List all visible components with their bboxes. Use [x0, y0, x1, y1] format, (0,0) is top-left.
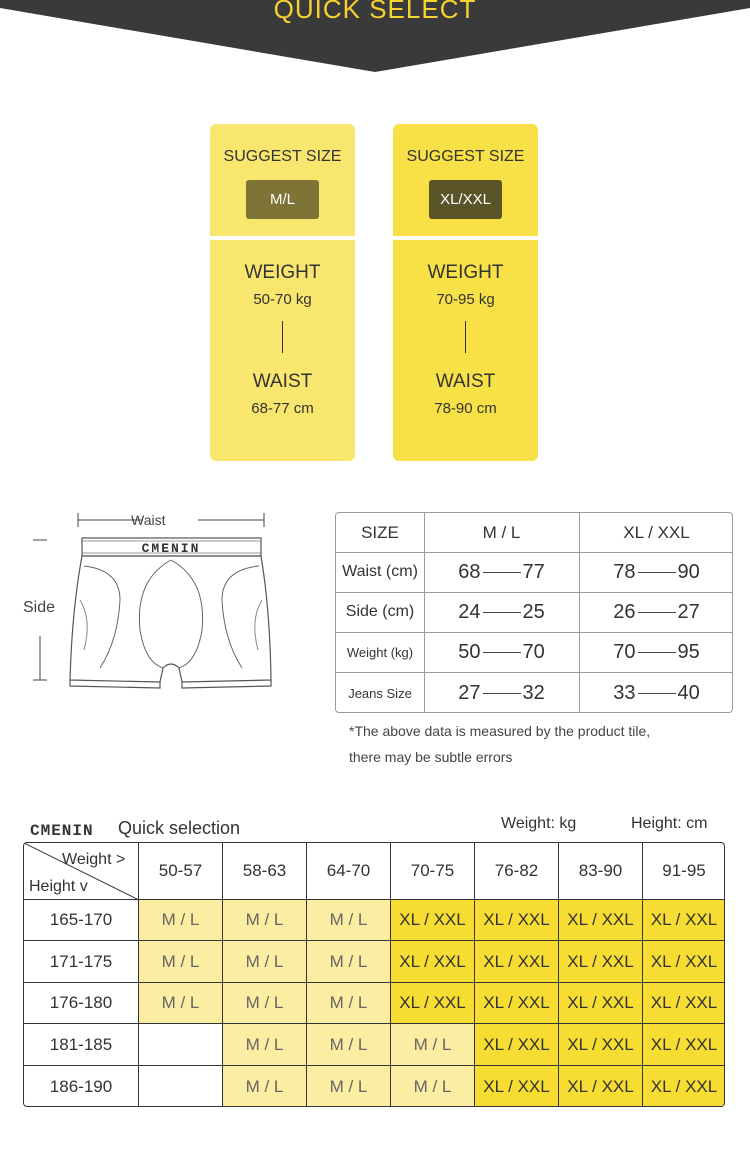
ml-range: 27 32 — [458, 681, 545, 704]
size-cell: XL / XXL — [391, 941, 475, 983]
weight-column-header: 91-95 — [643, 843, 725, 900]
quick-selection-title: Quick selection — [118, 818, 241, 838]
weight-column-header: 76-82 — [475, 843, 559, 900]
shorts-illustration — [20, 508, 280, 693]
weight-column-header: 70-75 — [391, 843, 475, 900]
size-cell: XL / XXL — [391, 900, 475, 941]
size-table — [335, 512, 733, 713]
height-row-header: 165-170 — [24, 900, 139, 941]
xl-range: 70 95 — [613, 640, 700, 663]
height-row-header: 171-175 — [24, 941, 139, 983]
size-header: SIZE — [361, 522, 399, 542]
size-cell: XL / XXL — [643, 941, 725, 983]
measure-note-2: there may be subtle errors — [349, 749, 513, 765]
size-cell: XL / XXL — [559, 1024, 643, 1066]
height-row-header: 181-185 — [24, 1024, 139, 1066]
height-row-header: 186-190 — [24, 1066, 139, 1107]
size-cell: M / L — [223, 983, 307, 1024]
ml-range: 24 25 — [458, 600, 545, 623]
size-cell: M / L — [391, 1066, 475, 1107]
size-cell — [139, 1066, 223, 1107]
header-banner — [0, 0, 750, 74]
size-cell: XL / XXL — [643, 1024, 725, 1066]
weight-value: 70-95 kg — [436, 291, 495, 308]
size-cell: XL / XXL — [475, 1066, 559, 1107]
size-cell: XL / XXL — [475, 941, 559, 983]
waist-value: 68-77 cm — [251, 400, 314, 417]
size-cell: M / L — [223, 941, 307, 983]
weight-value: 50-70 kg — [253, 291, 312, 308]
size-cell: M / L — [223, 1024, 307, 1066]
corner-header — [24, 843, 139, 900]
row-label: Side (cm) — [345, 603, 415, 620]
weight-column-header: 83-90 — [559, 843, 643, 900]
quick-selection-table — [23, 842, 725, 1107]
size-cell: XL / XXL — [559, 1066, 643, 1107]
height-unit: Height: cm — [631, 815, 708, 832]
size-cell: M / L — [307, 1066, 391, 1107]
waist-label: WAIST — [252, 371, 313, 392]
size-cell: M / L — [391, 1024, 475, 1066]
size-cell: M / L — [307, 1024, 391, 1066]
size-cell: XL / XXL — [559, 983, 643, 1024]
size-cell: XL / XXL — [643, 983, 725, 1024]
size-cell — [139, 1024, 223, 1066]
ml-range: 50 70 — [458, 640, 545, 663]
measure-note: *The above data is measured by the product tile, — [349, 723, 651, 739]
weight-unit: Weight: kg — [501, 815, 577, 832]
size-cell: XL / XXL — [391, 983, 475, 1024]
size-cell: M / L — [307, 983, 391, 1024]
suggest-card-xl — [393, 124, 538, 461]
size-cell: XL / XXL — [643, 1066, 725, 1107]
weight-column-header: 50-57 — [139, 843, 223, 900]
size-cell: M / L — [139, 983, 223, 1024]
corner-height-label: Height v — [29, 878, 88, 895]
xl-range: 33 40 — [613, 681, 700, 704]
size-cell: XL / XXL — [559, 941, 643, 983]
size-cell: M / L — [307, 941, 391, 983]
size-cell: M / L — [139, 941, 223, 983]
corner-weight-label: Weight > — [62, 851, 126, 868]
xl-header: XL / XXL — [623, 522, 690, 542]
size-cell: XL / XXL — [643, 900, 725, 941]
size-badge: M/L — [246, 180, 319, 219]
size-cell: XL / XXL — [475, 1024, 559, 1066]
row-label: Weight (kg) — [346, 644, 414, 660]
waist-value: 78-90 cm — [434, 400, 497, 417]
size-cell: M / L — [139, 900, 223, 941]
xl-range: 78 90 — [613, 560, 700, 583]
xl-range: 26 27 — [613, 600, 700, 623]
svg-text:CMENIN: CMENIN — [30, 822, 94, 837]
suggest-size-label: SUGGEST SIZE — [406, 148, 525, 165]
size-cell: XL / XXL — [475, 900, 559, 941]
waistband-brand: CMENIN — [141, 541, 201, 556]
weight-column-header: 64-70 — [307, 843, 391, 900]
size-badge: XL/XXL — [429, 180, 502, 219]
size-cell: XL / XXL — [475, 983, 559, 1024]
size-cell: M / L — [223, 1066, 307, 1107]
suggest-card-ml — [210, 124, 355, 461]
divider — [465, 321, 466, 353]
size-cell: M / L — [223, 900, 307, 941]
waist-label: WAIST — [435, 371, 496, 392]
row-label: Jeans Size — [348, 685, 412, 701]
waist-measure-label: Waist — [131, 512, 166, 528]
divider — [282, 321, 283, 353]
weight-column-header: 58-63 — [223, 843, 307, 900]
row-label: Waist (cm) — [342, 563, 418, 580]
side-measure-label: Side — [23, 599, 56, 616]
ml-header: M / L — [482, 522, 521, 542]
suggest-size-label: SUGGEST SIZE — [223, 148, 342, 165]
size-cell: M / L — [307, 900, 391, 941]
height-row-header: 176-180 — [24, 983, 139, 1024]
weight-label: WEIGHT — [244, 262, 321, 283]
ml-range: 68 77 — [458, 560, 545, 583]
size-cell: XL / XXL — [559, 900, 643, 941]
weight-label: WEIGHT — [427, 262, 504, 283]
banner-title: QUICK SELECT — [273, 0, 477, 24]
brand-logo — [30, 821, 100, 837]
